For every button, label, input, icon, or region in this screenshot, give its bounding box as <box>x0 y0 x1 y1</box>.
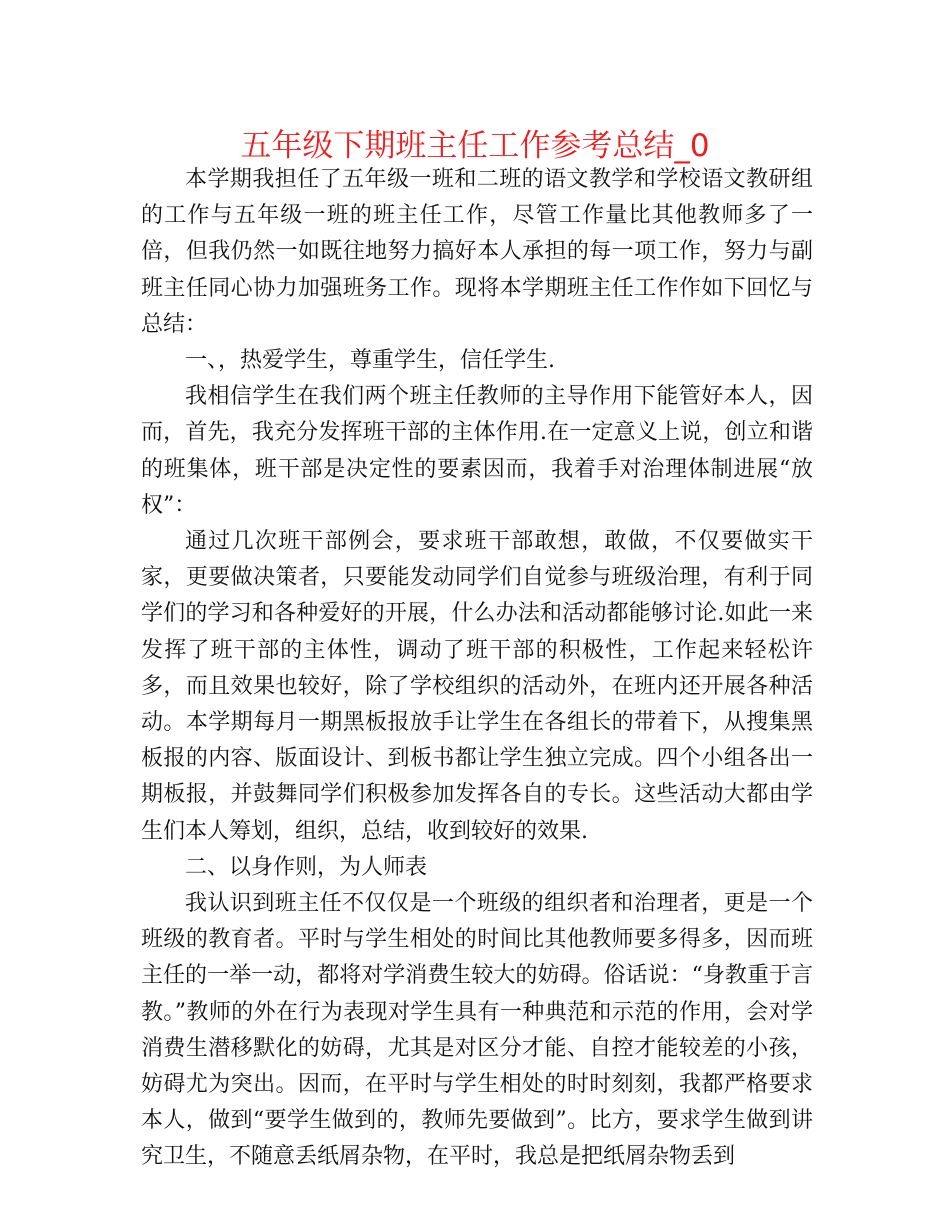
document-body <box>141 162 813 1176</box>
section-heading-2: 二、以身作则，为人师表 <box>185 854 428 880</box>
paragraph-class-cadre: 我相信学生在我们两个班主任教师的主导作用下能管好本人，因而，首先，我充分发挥班干部的主体作用.在一定意义上说，创立和谐的班集体，班干部是决定性的要素因而，我着手对治理体制进展“放权”： <box>141 384 813 518</box>
paragraph-intro: 本学期我担任了五年级一班和二班的语文教学和学校语文教研组的工作与五年级一班的班主任工作，尽管工作量比其他教师多了一倍，但我仍然一如既往地努力搞好本人承担的每一项工作，努力与副班主任同心协力加强班务工作。现将本学期班主任工作作如下回忆与总结： <box>141 167 813 337</box>
section-heading-1: 一、，热爱学生，尊重学生，信任学生. <box>185 348 555 374</box>
paragraph-cadre-meetings: 通过几次班干部例会，要求班干部敢想，敢做，不仅要做实干家，更要做决策者，只要能发动同学们自觉参与班级治理，有利于同学们的学习和各种爱好的开展，什么办法和活动都能够讨论.如此一来发挥了班干部的主体性，调动了班干部的积极性，工作起来轻松许多，而且效果也较好，除了学校组织的活动外，在班内还开展各种活动。本学期每月一期黑板报放手让学生在各组长的带着下，从搜集黑板报的内容、版面设计、到板书都让学生独立完成。四个小组各出一期板报，并鼓舞同学们积极参加发挥各自的专长。这些活动大都由学生们本人筹划，组织，总结，收到较好的效果. <box>141 529 813 844</box>
document-title: 五年级下期班主任工作参考总结_0 <box>240 128 710 164</box>
paragraph-role-model: 我认识到班主任不仅仅是一个班级的组织者和治理者，更是一个班级的教育者。平时与学生相处的时间比其他教师要多得多，因而班主任的一举一动，都将对学消费生较大的妨碍。俗话说：“身教重于言教。”教师的外在行为表现对学生具有一种典范和示范的作用，会对学消费生潜移默化的妨碍，尤其是对区分才能、自控才能较差的小孩，妨碍尤为突出。因而，在平时与学生相处的时时刻刻，我都严格要求本人，做到“要学生做到的，教师先要做到”。比方，要求学生做到讲究卫生，不随意丢纸屑杂物，在平时，我总是把纸屑杂物丢到 <box>141 891 813 1170</box>
